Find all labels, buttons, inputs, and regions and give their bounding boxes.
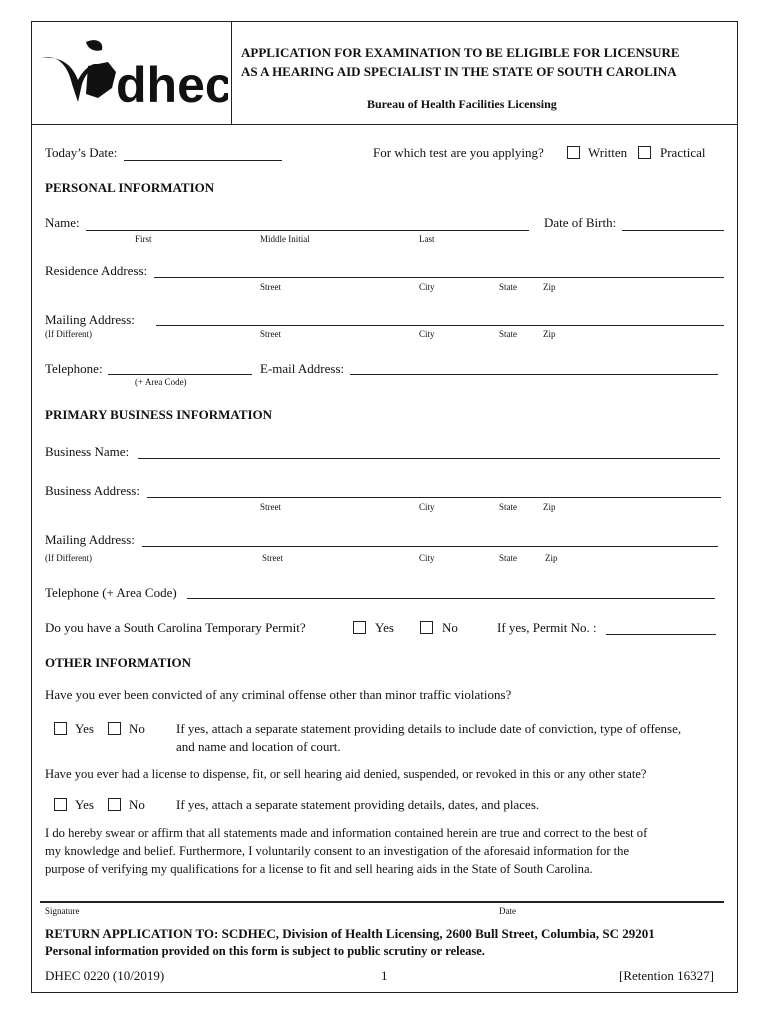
business-mailing-label: Mailing Address: xyxy=(45,532,135,547)
permit-number-field[interactable] xyxy=(606,634,716,635)
retention-number: [Retention 16327] xyxy=(619,968,714,983)
license-note: If yes, attach a separate statement providing details, dates, and places. xyxy=(176,797,540,812)
license-question: Have you ever had a license to dispense, fit, or sell hearing aid denied, suspended, or revoked in this or any other state? xyxy=(45,767,647,781)
criminal-no-label: No xyxy=(129,721,145,736)
city-caption: City xyxy=(419,329,435,339)
zip-caption: Zip xyxy=(543,329,556,339)
state-caption: State xyxy=(499,282,517,292)
street-caption: Street xyxy=(260,282,281,292)
last-caption: Last xyxy=(419,234,435,244)
criminal-question: Have you ever been convicted of any criminal offense other than minor traffic violations? xyxy=(45,687,512,702)
dhec-logo xyxy=(38,36,228,116)
street-caption: Street xyxy=(260,329,281,339)
criminal-note-1: If yes, attach a separate statement providing details to include date of conviction, type of offense, xyxy=(176,721,682,736)
dob-field[interactable] xyxy=(622,230,724,231)
title-line-1: APPLICATION FOR EXAMINATION TO BE ELIGIBLE FOR LICENSURE xyxy=(241,45,680,60)
middle-caption: Middle Initial xyxy=(260,234,310,244)
license-yes-label: Yes xyxy=(75,797,94,812)
license-yes-checkbox[interactable] xyxy=(54,798,67,811)
todays-date-label: Today’s Date: xyxy=(45,145,118,160)
email-field[interactable] xyxy=(350,374,718,375)
zip-caption: Zip xyxy=(543,502,556,512)
state-caption: State xyxy=(499,329,517,339)
temp-permit-question: Do you have a South Carolina Temporary Permit? xyxy=(45,620,306,635)
if-different-caption: (If Different) xyxy=(45,329,93,339)
state-caption: State xyxy=(499,553,517,563)
mailing-field[interactable] xyxy=(156,325,724,326)
business-name-field[interactable] xyxy=(138,458,720,459)
zip-caption: Zip xyxy=(543,282,556,292)
city-caption: City xyxy=(419,553,435,563)
practical-checkbox[interactable] xyxy=(638,146,651,159)
todays-date-field[interactable] xyxy=(124,160,282,161)
city-caption: City xyxy=(419,282,435,292)
criminal-yes-checkbox[interactable] xyxy=(54,722,67,735)
oath-line-2: my knowledge and belief. Furthermore, I voluntarily consent to an investigation of the aforesaid information for the xyxy=(45,844,630,858)
street-caption: Street xyxy=(260,502,281,512)
which-test-label: For which test are you applying? xyxy=(373,145,544,160)
page-number: 1 xyxy=(381,968,388,983)
telephone-label: Telephone: xyxy=(45,361,103,376)
zip-caption: Zip xyxy=(545,553,558,563)
license-no-checkbox[interactable] xyxy=(108,798,121,811)
permit-yes-checkbox[interactable] xyxy=(353,621,366,634)
oath-line-3: purpose of verifying my qualifications for a license to fit and sell hearing aids in the State of South Carolina. xyxy=(45,862,593,876)
criminal-no-checkbox[interactable] xyxy=(108,722,121,735)
business-info-heading: PRIMARY BUSINESS INFORMATION xyxy=(45,407,273,422)
permit-no-checkbox[interactable] xyxy=(420,621,433,634)
city-caption: City xyxy=(419,502,435,512)
logo-text: dhec xyxy=(116,57,228,113)
written-checkbox[interactable] xyxy=(567,146,580,159)
signature-caption: Signature xyxy=(45,906,80,916)
criminal-note-2: and name and location of court. xyxy=(176,739,341,754)
return-address: RETURN APPLICATION TO: SCDHEC, Division of Health Licensing, 2600 Bull Street, Columbia, SC 29201 xyxy=(45,926,655,941)
permit-no-label: No xyxy=(442,620,458,635)
business-address-field[interactable] xyxy=(147,497,721,498)
area-code-caption: (+ Area Code) xyxy=(135,377,187,387)
business-telephone-label: Telephone (+ Area Code) xyxy=(45,585,177,600)
dob-label: Date of Birth: xyxy=(544,215,617,230)
public-scrutiny-notice: Personal information provided on this form is subject to public scrutiny or release. xyxy=(45,944,485,958)
title-line-2: AS A HEARING AID SPECIALIST IN THE STATE OF SOUTH CAROLINA xyxy=(241,64,677,79)
street-caption: Street xyxy=(262,553,283,563)
criminal-yes-label: Yes xyxy=(75,721,94,736)
business-name-label: Business Name: xyxy=(45,444,130,459)
form-number: DHEC 0220 (10/2019) xyxy=(45,968,165,983)
header-divider xyxy=(31,124,738,125)
permit-yes-label: Yes xyxy=(375,620,394,635)
residence-field[interactable] xyxy=(154,277,724,278)
bureau-name: Bureau of Health Facilities Licensing xyxy=(367,97,557,111)
first-caption: First xyxy=(135,234,152,244)
name-field[interactable] xyxy=(86,230,529,231)
written-label: Written xyxy=(588,145,628,160)
business-telephone-field[interactable] xyxy=(187,598,715,599)
license-no-label: No xyxy=(129,797,145,812)
signature-line[interactable] xyxy=(40,901,724,903)
email-label: E-mail Address: xyxy=(260,361,345,376)
personal-info-heading: PERSONAL INFORMATION xyxy=(45,180,215,195)
header-separator xyxy=(231,21,232,124)
date-caption: Date xyxy=(499,906,516,916)
state-caption: State xyxy=(499,502,517,512)
residence-label: Residence Address: xyxy=(45,263,148,278)
other-info-heading: OTHER INFORMATION xyxy=(45,655,192,670)
telephone-field[interactable] xyxy=(108,374,252,375)
oath-line-1: I do hereby swear or affirm that all statements made and information contained herein are true and correct to the best of xyxy=(45,826,648,840)
practical-label: Practical xyxy=(660,145,706,160)
name-label: Name: xyxy=(45,215,80,230)
business-address-label: Business Address: xyxy=(45,483,140,498)
if-different-caption: (If Different) xyxy=(45,553,93,563)
mailing-label: Mailing Address: xyxy=(45,312,135,327)
permit-number-label: If yes, Permit No. : xyxy=(497,620,597,635)
business-mailing-field[interactable] xyxy=(142,546,718,547)
